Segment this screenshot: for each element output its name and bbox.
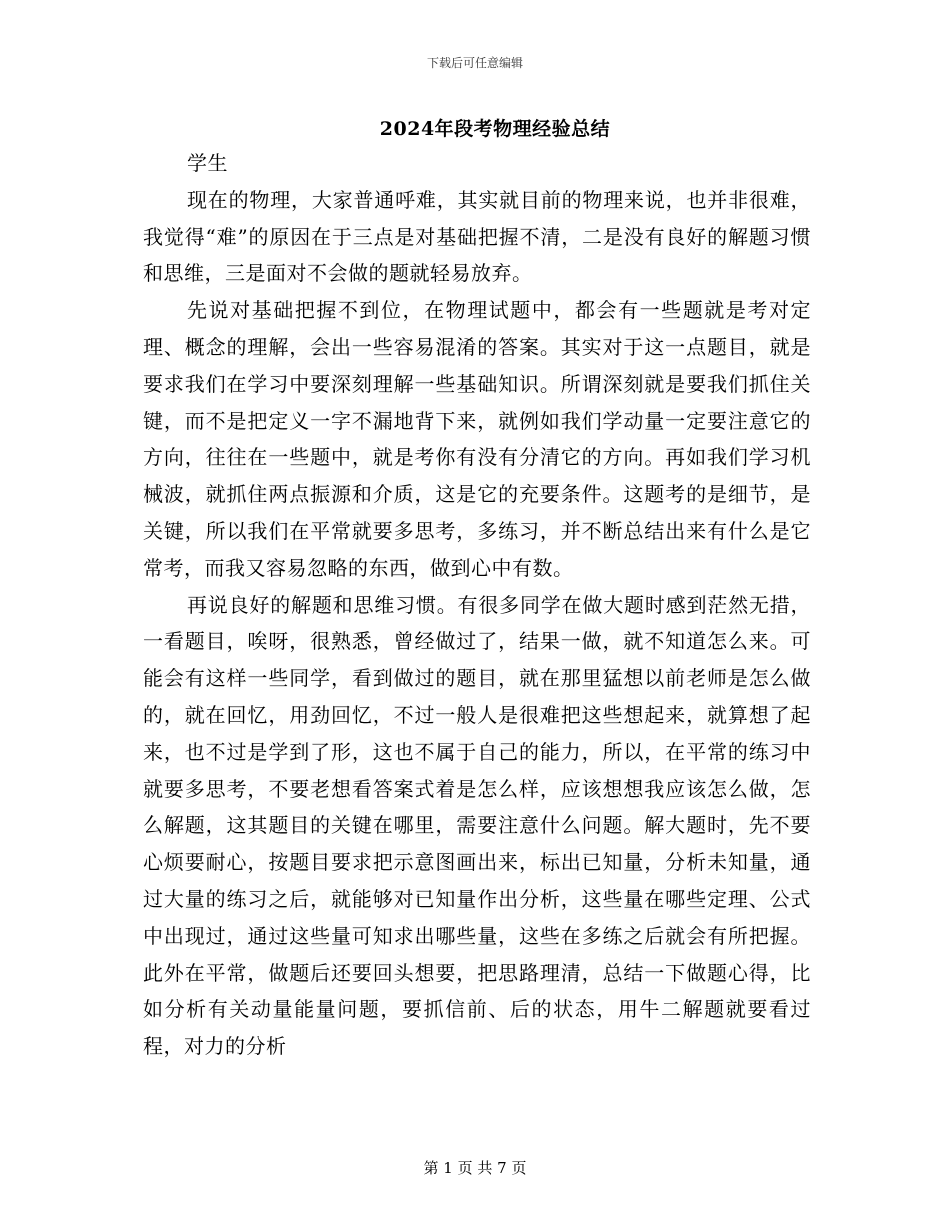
document-title: 2024年段考物理经验总结 <box>379 118 611 140</box>
header-note: 下载后可任意编辑 <box>426 56 523 70</box>
paragraph-3: 再说良好的解题和思维习惯。有很多同学在做大题时感到茫然无措，一看题目，唉呀，很熟悉，曾经做过了，结果一做，就不知道怎么来。可能会有这样一些同学，看到做过的题目，就在那里猛想以前老师是怎么做的，就在回忆，用劲回忆，不过一般人是很难把这些想起来，就算想了起来，也不过是学到了形，这也不属于自己的能力，所以，在平常的练习中就要多思考，不要老想看答案式着是怎么样，应该想想我应该怎么做，怎么解题，这其题目的关键在哪里，需要注意什么问题。解大题时，先不要心烦要耐心，按题目要求把示意图画出来，标出已知量，分析未知量，通过大量的练习之后，就能够对已知量作出分析，这些量在哪些定理、公式中出现过，通过这些量可知求出哪些量，这些在多练之后就会有所把握。此外在平常，做题后还要回头想要，把思路理清，总结一下做题心得，比如分析有关动量能量问题，要抓信前、后的状态，用牛二解题就要看过程，对力的分析 <box>143 592 811 1059</box>
author-line: 学生 <box>187 151 228 175</box>
page-number: 第 1 页 共 7 页 <box>423 1159 527 1177</box>
paragraph-2: 先说对基础把握不到位，在物理试题中，都会有一些题就是考对定理、概念的理解，会出一些容易混淆的答案。其实对于这一点题目，就是要求我们在学习中要深刻理解一些基础知识。所谓深刻就是要我们抓住关键，而不是把定义一字不漏地背下来，就例如我们学动量一定要注意它的方向，往往在一些题中，就是考你有没有分清它的方向。再如我们学习机械波，就抓住两点振源和介质，这是它的充要条件。这题考的是细节，是关键，所以我们在平常就要多思考，多练习，并不断总结出来有什么是它常考，而我又容易忽略的东西，做到心中有数。 <box>143 298 811 580</box>
paragraph-1: 现在的物理，大家普通呼难，其实就目前的物理来说，也并非很难，我觉得“难”的原因在于三点是对基础把握不清，二是没有良好的解题习惯和思维，三是面对不会做的题就轻易放弃。 <box>143 187 811 286</box>
document-body <box>143 145 811 1065</box>
